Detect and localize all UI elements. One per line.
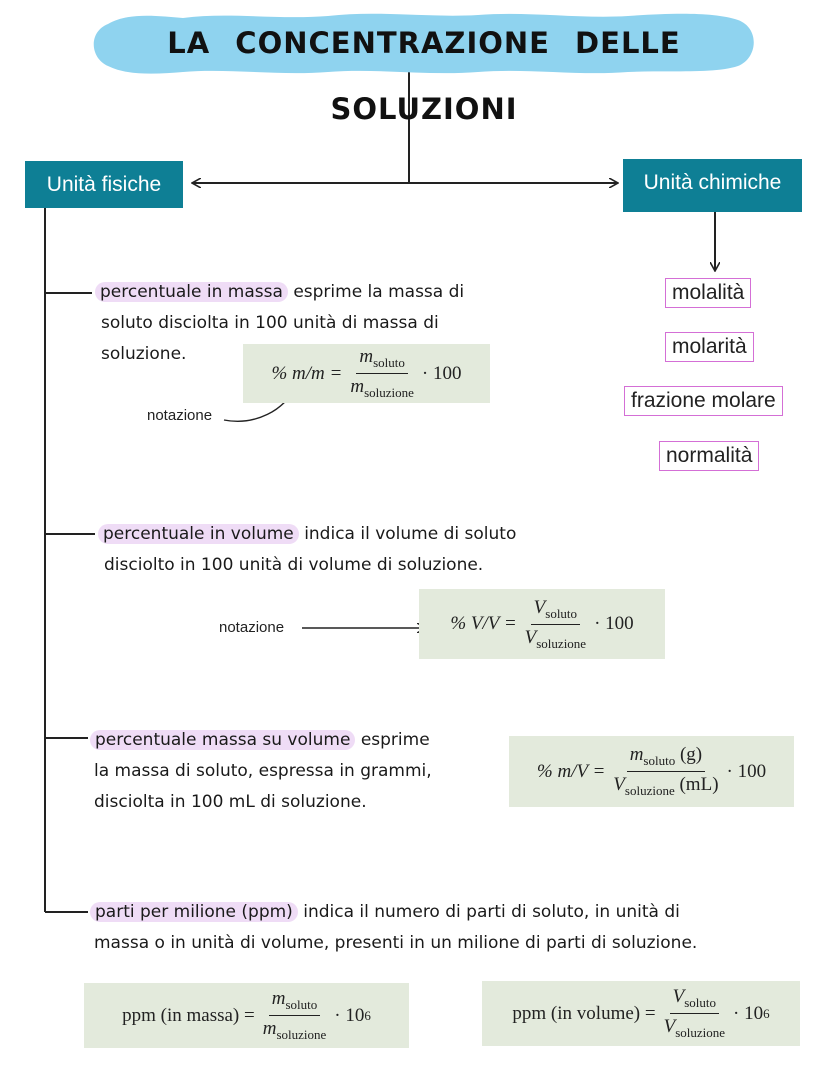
den-sub: soluzione (276, 1026, 327, 1042)
unita-chimiche-label: Unità chimiche (643, 171, 782, 194)
num-sub: soluto (643, 753, 676, 768)
formula-exp: 6 (763, 1005, 770, 1021)
title-banner (88, 10, 760, 126)
chem-item-frazione-molare (624, 386, 783, 416)
num-var: V (533, 596, 546, 618)
item-text: disciolta in 100 mL di soluzione. (94, 792, 367, 812)
item-percentuale-massa-volume (90, 725, 510, 818)
page-title: LA CONCENTRAZIONE DELLE SOLUZIONI (167, 26, 681, 126)
item-text: la massa di soluto, espressa in grammi, (94, 761, 432, 781)
num-sub: soluto (684, 995, 716, 1010)
num-unit: (g) (679, 744, 703, 766)
formula-percentuale-volume (419, 589, 665, 659)
unita-fisiche-box (25, 161, 183, 208)
formula-ppm-massa (84, 983, 409, 1048)
item-text: massa o in unità di volume, presenti in un milione di parti di soluzione. (94, 933, 698, 953)
notazione-label-2: notazione (219, 619, 285, 636)
unita-chimiche-box (623, 159, 802, 212)
item-text: disciolto in 100 unità di volume di soluzione. (104, 555, 484, 575)
chem-item-label: normalità (666, 444, 753, 467)
term-highlight: parti per milione (ppm) (90, 902, 298, 922)
den-sub: soluzione (675, 1024, 726, 1040)
item-text: soluzione. (101, 344, 187, 364)
num-var: m (629, 744, 644, 766)
item-text: esprime la massa di (293, 282, 465, 302)
item-text: indica il numero di parti di soluto, in unità di (303, 902, 680, 922)
formula-mult: · 10 (733, 1002, 764, 1024)
num-sub: soluto (285, 997, 318, 1012)
formula-lhs: % m/m = (271, 362, 343, 384)
den-sub: soluzione (536, 635, 587, 651)
num-sub: soluto (373, 355, 405, 370)
den-sub: soluzione (364, 384, 414, 400)
item-text: esprime (360, 730, 430, 750)
formula-mult: · 100 (594, 613, 634, 634)
chem-item-molalita (665, 278, 751, 308)
chem-item-molarita (665, 332, 754, 362)
item-text: soluto disciolta in 100 unità di massa di (101, 313, 439, 333)
formula-ppm-volume (482, 981, 800, 1046)
chem-item-label: frazione molare (631, 389, 776, 412)
formula-percentuale-massa (243, 344, 490, 403)
formula-lhs: ppm (in volume) = (512, 1002, 656, 1024)
fraction (522, 597, 589, 652)
num-var: m (271, 988, 286, 1010)
den-var: m (262, 1018, 277, 1039)
den-var: m (350, 376, 365, 397)
den-sub: soluzione (624, 782, 675, 798)
term-highlight: percentuale massa su volume (90, 730, 355, 750)
den-unit: (mL) (679, 774, 719, 795)
term-highlight: percentuale in massa (95, 282, 288, 302)
den-var: V (613, 774, 625, 795)
formula-lhs: ppm (in massa) = (122, 1004, 255, 1026)
num-var: m (359, 346, 374, 368)
chem-item-label: molarità (672, 335, 747, 358)
formula-exp: 6 (364, 1007, 371, 1023)
formula-mult: · 100 (726, 760, 767, 782)
fraction (661, 986, 728, 1041)
chem-item-normalita (659, 441, 759, 471)
den-var: V (663, 1016, 676, 1037)
unita-fisiche-label: Unità fisiche (46, 173, 162, 196)
formula-lhs: % V/V = (450, 613, 517, 634)
formula-mult: · 100 (421, 362, 462, 384)
fraction (347, 346, 417, 401)
item-text: indica il volume di soluto (304, 524, 517, 544)
formula-mult: · 10 (334, 1004, 365, 1026)
den-var: V (524, 626, 537, 648)
fraction (610, 744, 721, 799)
chem-item-label: molalità (672, 281, 745, 304)
item-ppm (90, 897, 820, 959)
formula-lhs: % m/V = (536, 760, 606, 782)
formula-percentuale-massa-volume (509, 736, 794, 807)
num-sub: soluto (545, 605, 578, 621)
term-highlight: percentuale in volume (98, 524, 299, 544)
notazione-label-1: notazione (147, 407, 213, 424)
num-var: V (672, 986, 685, 1008)
fraction (260, 988, 330, 1043)
item-percentuale-volume (98, 519, 618, 581)
